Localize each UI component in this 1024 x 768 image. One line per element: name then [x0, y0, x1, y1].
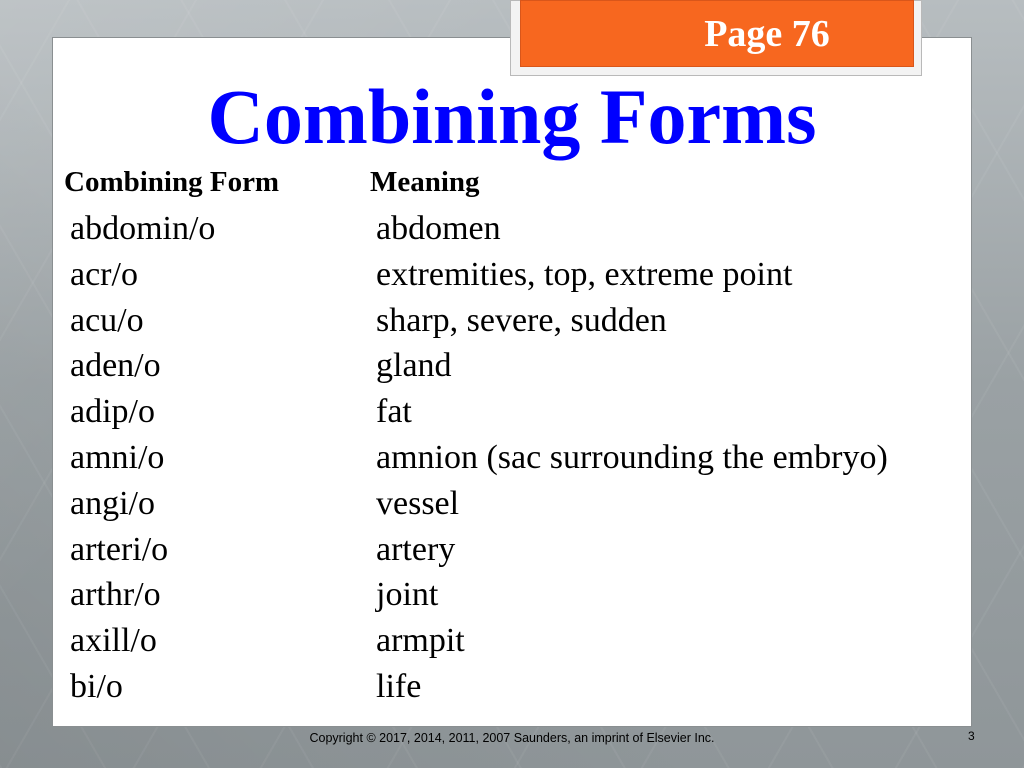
list-item: [0, 527, 1024, 573]
list-item: [0, 618, 1024, 664]
meaning: sharp, severe, sudden: [376, 301, 667, 339]
meaning: armpit: [376, 622, 465, 660]
combining-form: angi/o: [70, 484, 155, 522]
list-item: [0, 664, 1024, 710]
meaning: joint: [376, 576, 439, 614]
page-tab-label: Page 76: [704, 13, 830, 55]
copyright-notice: Copyright © 2017, 2014, 2011, 2007 Saunders, an imprint of Elsevier Inc.: [309, 731, 715, 745]
meaning: vessel: [376, 484, 460, 522]
combining-form: acr/o: [70, 255, 138, 293]
meaning: fat: [376, 393, 412, 431]
combining-form: arthr/o: [70, 576, 161, 614]
list-item: [0, 481, 1024, 527]
slide-number: 3: [968, 729, 975, 743]
list-item: [0, 389, 1024, 435]
list-item: [0, 572, 1024, 618]
combining-form: bi/o: [70, 667, 123, 705]
meaning: artery: [376, 530, 456, 568]
combining-form: amni/o: [70, 438, 165, 476]
meaning: amnion (sac surrounding the embryo): [376, 438, 888, 476]
combining-form: abdomin/o: [70, 210, 216, 247]
combining-form: arteri/o: [70, 530, 169, 568]
slide-title: Combining Forms: [207, 73, 817, 160]
combining-forms-list: [0, 206, 1024, 710]
meaning: gland: [376, 347, 452, 385]
column-header-meaning: Meaning: [370, 166, 480, 198]
meaning: life: [376, 667, 422, 705]
list-item: [0, 252, 1024, 298]
meaning: abdomen: [376, 210, 501, 247]
combining-form: acu/o: [70, 301, 144, 339]
list-item: [0, 343, 1024, 389]
meaning: extremities, top, extreme point: [376, 255, 793, 293]
combining-form: aden/o: [70, 347, 161, 385]
list-item: [0, 206, 1024, 252]
list-item: [0, 298, 1024, 344]
list-item: [0, 435, 1024, 481]
combining-form: axill/o: [70, 622, 157, 660]
page-tab: [520, 0, 914, 67]
combining-form: adip/o: [70, 393, 155, 431]
column-header-combining-form: Combining Form: [64, 166, 280, 198]
